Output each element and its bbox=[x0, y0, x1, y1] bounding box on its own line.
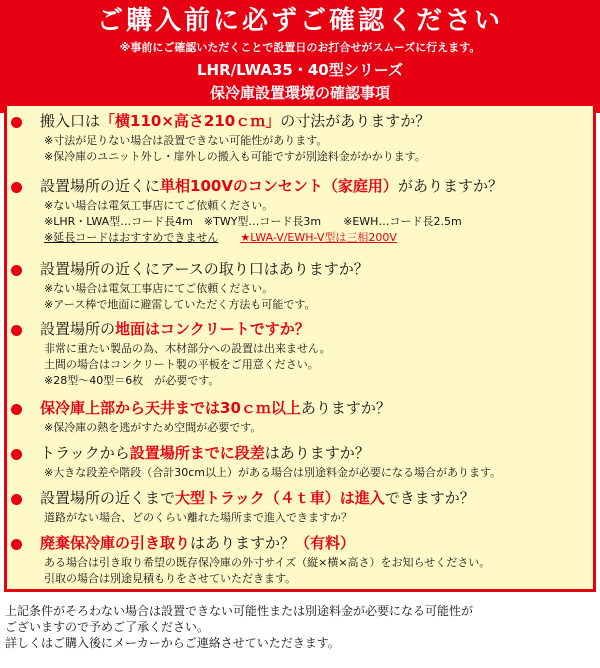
page-title: ご購入前に必ずご確認ください bbox=[96, 6, 503, 36]
footer-notice bbox=[5, 603, 595, 651]
item-question: 設置場所の近くに単相100Vのコンセント（家庭用）がありますか？ bbox=[40, 177, 503, 195]
series-title: LHR/LWA35・40型シリーズ bbox=[196, 61, 403, 79]
item-note: ※LHR・LWA型…コード長4m ※TWY型…コード長3m ※EWH…コード長2.5m bbox=[44, 215, 462, 228]
three-phase-note: ★LWA-V/EWH-V型は三相200V bbox=[240, 231, 397, 244]
bullet-icon bbox=[11, 117, 22, 128]
item-note: 土間の場合はコンクリート製の平板をご用意ください。 bbox=[44, 358, 319, 371]
checklist-box bbox=[4, 103, 596, 592]
item-question: トラックから設置場所までに段差はありますか？ bbox=[40, 444, 370, 462]
item-question: 設置場所の地面はコンクリートですか？ bbox=[40, 320, 310, 338]
bullet-icon bbox=[11, 325, 22, 336]
item-question: 保冷庫上部から天井までは30ｃｍ以上ありますか？ bbox=[40, 399, 391, 417]
header-banner bbox=[0, 0, 600, 113]
item-note: ※寸法が足りない場合は設置できない可能性があります。 bbox=[44, 134, 328, 147]
item-question: 設置場所の近くまで大型トラック（４ｔ車）は進入できますか？ bbox=[40, 489, 475, 507]
checklist-title: 保冷庫設置環境の確認事項 bbox=[209, 84, 390, 102]
item-note-extension: ※延長コードはおすすめできません ★LWA-V/EWH-V型は三相200V bbox=[44, 231, 397, 244]
item-question: 設置場所の近くにアースの取り口はありますか？ bbox=[40, 260, 369, 278]
item-note: ※ない場合は電気工事店にてご依頼ください。 bbox=[44, 199, 274, 212]
item-note: ※ない場合は電気工事店にてご依頼ください。 bbox=[44, 282, 274, 295]
item-question: 搬入口は「横110×高さ210ｃｍ」の寸法がありますか？ bbox=[40, 112, 431, 130]
item-question: 廃棄保冷庫の引き取りはありますか？（有料） bbox=[40, 534, 356, 552]
page-subtitle: ※事前にご確認いただくことで設置日のお打合せがスムーズに行えます。 bbox=[119, 41, 481, 54]
bullet-icon bbox=[11, 265, 22, 276]
item-note: ※保冷庫のユニット外し・扉外しの搬入も可能ですが別途料金がかかります。 bbox=[44, 150, 426, 163]
footer-line: ございますので予めご了承ください。 bbox=[5, 620, 210, 634]
bullet-icon bbox=[11, 449, 22, 460]
item-note: ※28型～40型＝6枚 が必要です。 bbox=[44, 374, 220, 387]
item-note: ※アース棒で地面に避雷していただく方法も可能です。 bbox=[44, 298, 316, 311]
item-note: 道路がない場合、どのくらい離れた場所まで進入できますか？ bbox=[44, 511, 352, 524]
bullet-icon bbox=[11, 539, 22, 550]
item-note: ある場合は引き取り希望の既存保冷庫の外寸サイズ（縦×横×高さ）をお知らせください。 bbox=[44, 556, 491, 569]
bullet-icon bbox=[11, 404, 22, 415]
footer-line: 上記条件がそろわない場合は設置できない可能性または別途料金が必要になる可能性が bbox=[5, 604, 474, 618]
footer-line: 詳しくはご購入後にメーカーからご連絡させていただきます。 bbox=[5, 636, 340, 650]
item-note: 引取の場合は別途見積もりをさせていただきます。 bbox=[44, 572, 297, 585]
bullet-icon bbox=[11, 494, 22, 505]
item-note: ※保冷庫の熱を逃がすため空間が必要です。 bbox=[44, 421, 262, 434]
item-note: ※大きな段差や階段（合計30cm以上）がある場合は別途料金が必要になる場合があります。 bbox=[44, 466, 502, 479]
item-note: 非常に重たい製品の為、木材部分への設置は出来ません。 bbox=[44, 342, 331, 355]
bullet-icon bbox=[11, 182, 22, 193]
